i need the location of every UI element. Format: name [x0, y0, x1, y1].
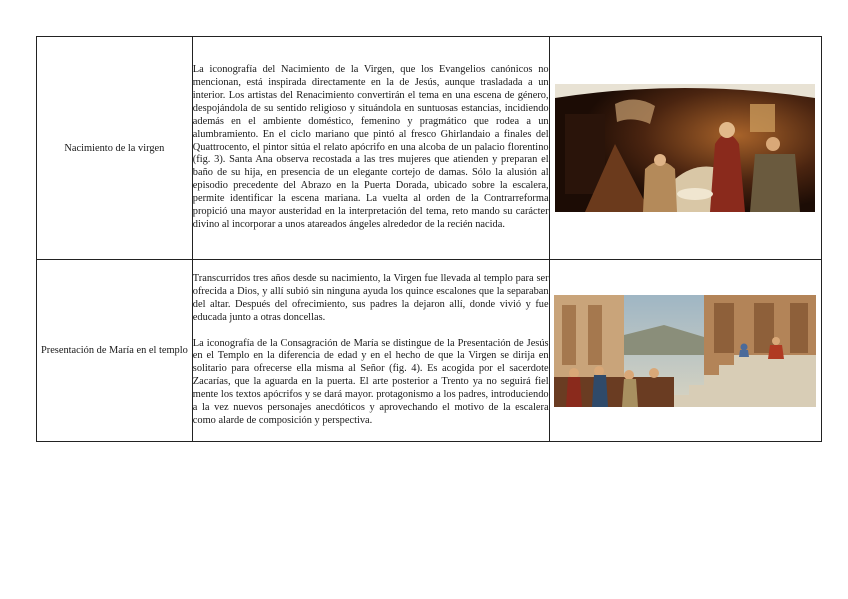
iconography-table: [36, 36, 822, 442]
table-row: [37, 37, 822, 260]
row-description: [192, 260, 549, 442]
row-title: Presentación de María en el templo: [37, 260, 193, 442]
description-paragraph: Transcurridos tres años desde su nacimiento, la Virgen fue llevada al templo para ser ofrecida a Dios, y allí subió sin ninguna ayuda los quince escalones que la separaban del altar. Después del ofrecimiento, sus padres la dejaron allí, donde vivió y fue educada junto a otras doncellas.: [192, 273, 549, 323]
row-description: [192, 37, 549, 260]
description-paragraph: La iconografía del Nacimiento de la Virgen, que los Evangelios canónicos no mencionan, está inspirada directamente en la de Jesús, aunque trasladada a un interior. Los artistas del Renacimiento convertirán el tema en una escena de género, despojándola de su sentido religioso y situándola en suntuosas estancias, incidiendo además en el ambiente doméstico, femenino y pragmático que rodea a un alumbramiento. En el ciclo mariano que pintó al fresco Ghirlandaio a finales del Quattrocento, el pintor sitúa el relato apócrifo en una alcoba de un palacio florentino (fig. 3). Santa Ana observa recostada a las tres mujeres que atienden y preparan el baño de su hija, en presencia de un elegante cortejo de damas. Sólo la alusión al episodio precedente del Abrazo en la Puerta Dorada, ubicado sobre la escalera, permite identificar la escena mariana. La vuelta al orden de la Contrarreforma propició una mayor austeridad en la interpretación del tema, reto mando su carácter divino al incorporar a unos atareados ángeles alrededor de la recién nacida.: [192, 64, 549, 230]
description-paragraph: La iconografía de la Consagración de María se distingue de la Presentación de Jesús en el Templo en la diferencia de edad y en el hecho de que la Virgen se dirija en solitario para ofrecerse ella misma al Señor (fig. 4). Es acogida por el sacerdote Zacarías, que la aguarda en la puerta. El arte posterior a Trento ya no seguirá fiel mente los textos apócrifos y se dará mayor. protagonismo a los padres, introduciendo a la vez nuevos personajes anecdóticos y aprovechando el motivo de la escalera como alarde de composición y perspectiva.: [192, 337, 549, 427]
image-cell: [549, 260, 821, 442]
image-cell: [549, 37, 821, 260]
presentacion-painting: [554, 295, 816, 407]
table-row: [37, 260, 822, 442]
nacimiento-painting: [555, 84, 815, 212]
row-title: Nacimiento de la virgen: [37, 37, 193, 260]
